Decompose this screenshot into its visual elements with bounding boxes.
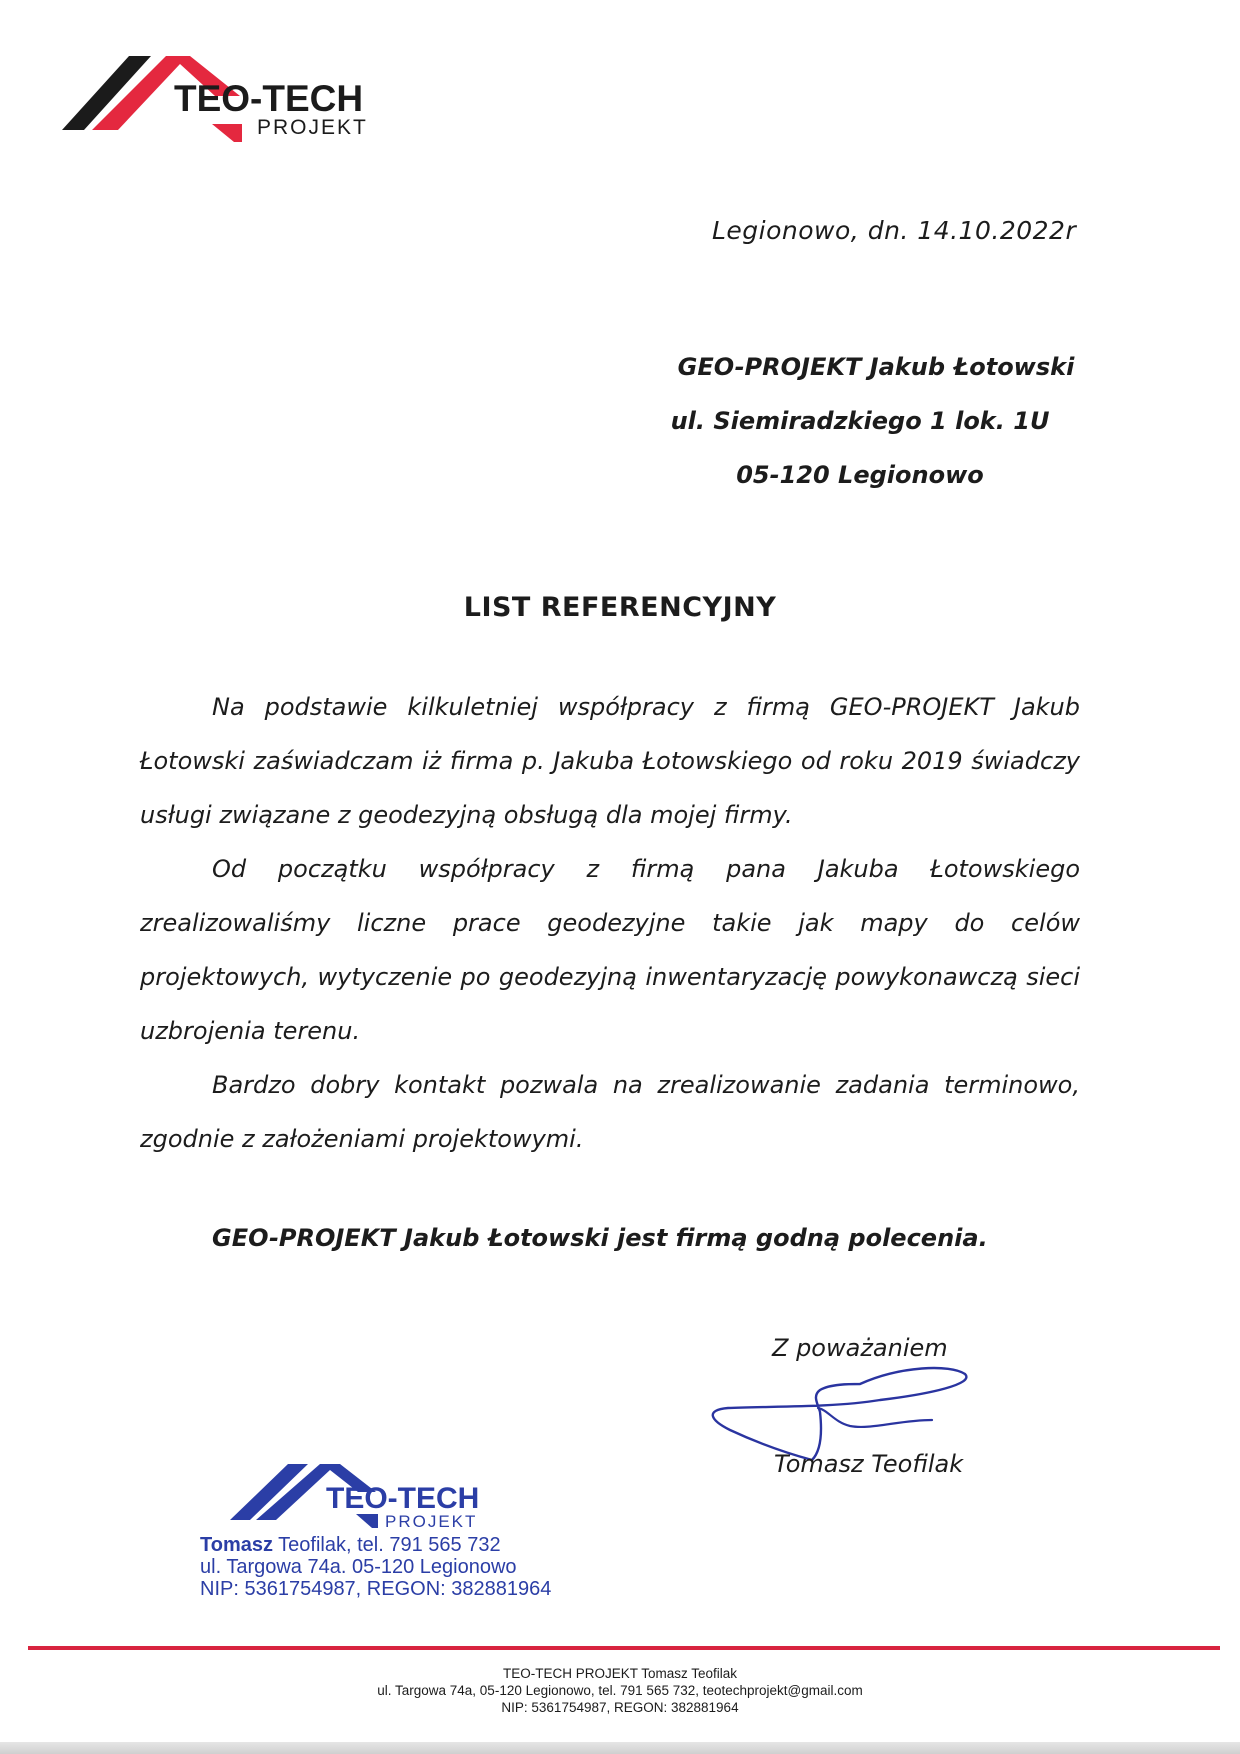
- stamp-line-contact: [200, 1534, 501, 1557]
- stamp-first-name: Tomasz: [200, 1534, 273, 1556]
- logo-brand-text: TEO-TECH: [174, 78, 364, 119]
- company-logo: [62, 56, 442, 156]
- letter-title: LIST REFERENCYJNY: [463, 592, 777, 623]
- stamp-sub-text: PROJEKT: [385, 1512, 478, 1531]
- paragraph: Od początku współpracy z firmą pana Jakuba Łotowskiego zrealizowaliśmy liczne prace geodezyjne takie jak mapy do celów projektowych, wytyczenie po geodezyjną inwentaryzację powykonawczą sieci uzbrojenia terenu.: [140, 855, 1080, 1045]
- footer: [0, 1665, 1240, 1716]
- logo-sub-text: PROJEKT: [257, 116, 368, 139]
- scan-edge: [0, 1742, 1240, 1754]
- footer-divider: [28, 1646, 1220, 1650]
- footer-address-contact: ul. Targowa 74a, 05-120 Legionowo, tel. 791 565 732, teotechprojekt@gmail.com: [377, 1683, 863, 1698]
- paragraph: Bardzo dobry kontakt pozwala na zrealizowanie zadania terminowo, zgodnie z założeniami projektowymi.: [140, 1071, 1080, 1153]
- stamp-brand-text: TEO-TECH: [326, 1482, 480, 1515]
- company-stamp: [200, 1462, 620, 1612]
- letter-body: [140, 680, 1080, 1166]
- recipient-name: GEO-PROJEKT Jakub Łotowski: [677, 353, 1075, 381]
- stamp-contact-rest: Teofilak, tel. 791 565 732: [272, 1534, 501, 1556]
- recommendation-statement: GEO-PROJEKT Jakub Łotowski jest firmą godną polecenia.: [212, 1224, 988, 1252]
- stamp-line-ids: NIP: 5361754987, REGON: 382881964: [200, 1578, 552, 1600]
- closing-salutation: Z poważaniem: [772, 1334, 948, 1362]
- footer-ids: NIP: 5361754987, REGON: 382881964: [501, 1700, 739, 1715]
- paragraph: Na podstawie kilkuletniej współpracy z firmą GEO-PROJEKT Jakub Łotowski zaświadczam iż firma p. Jakuba Łotowskiego od roku 2019 świadczy usługi związane z geodezyjną obsługą dla mojej firmy.: [140, 693, 1080, 829]
- stamp-line-address: ul. Targowa 74a. 05-120 Legionowo: [200, 1556, 517, 1578]
- recipient-street: ul. Siemiradzkiego 1 lok. 1U: [670, 407, 1050, 435]
- recipient-city: 05-120 Legionowo: [736, 461, 984, 489]
- recipient-address: [600, 340, 1120, 502]
- place-and-date: Legionowo, dn. 14.10.2022r: [712, 216, 1077, 245]
- footer-company: TEO-TECH PROJEKT Tomasz Teofilak: [502, 1666, 738, 1681]
- signer-name: Tomasz Teofilak: [774, 1450, 964, 1478]
